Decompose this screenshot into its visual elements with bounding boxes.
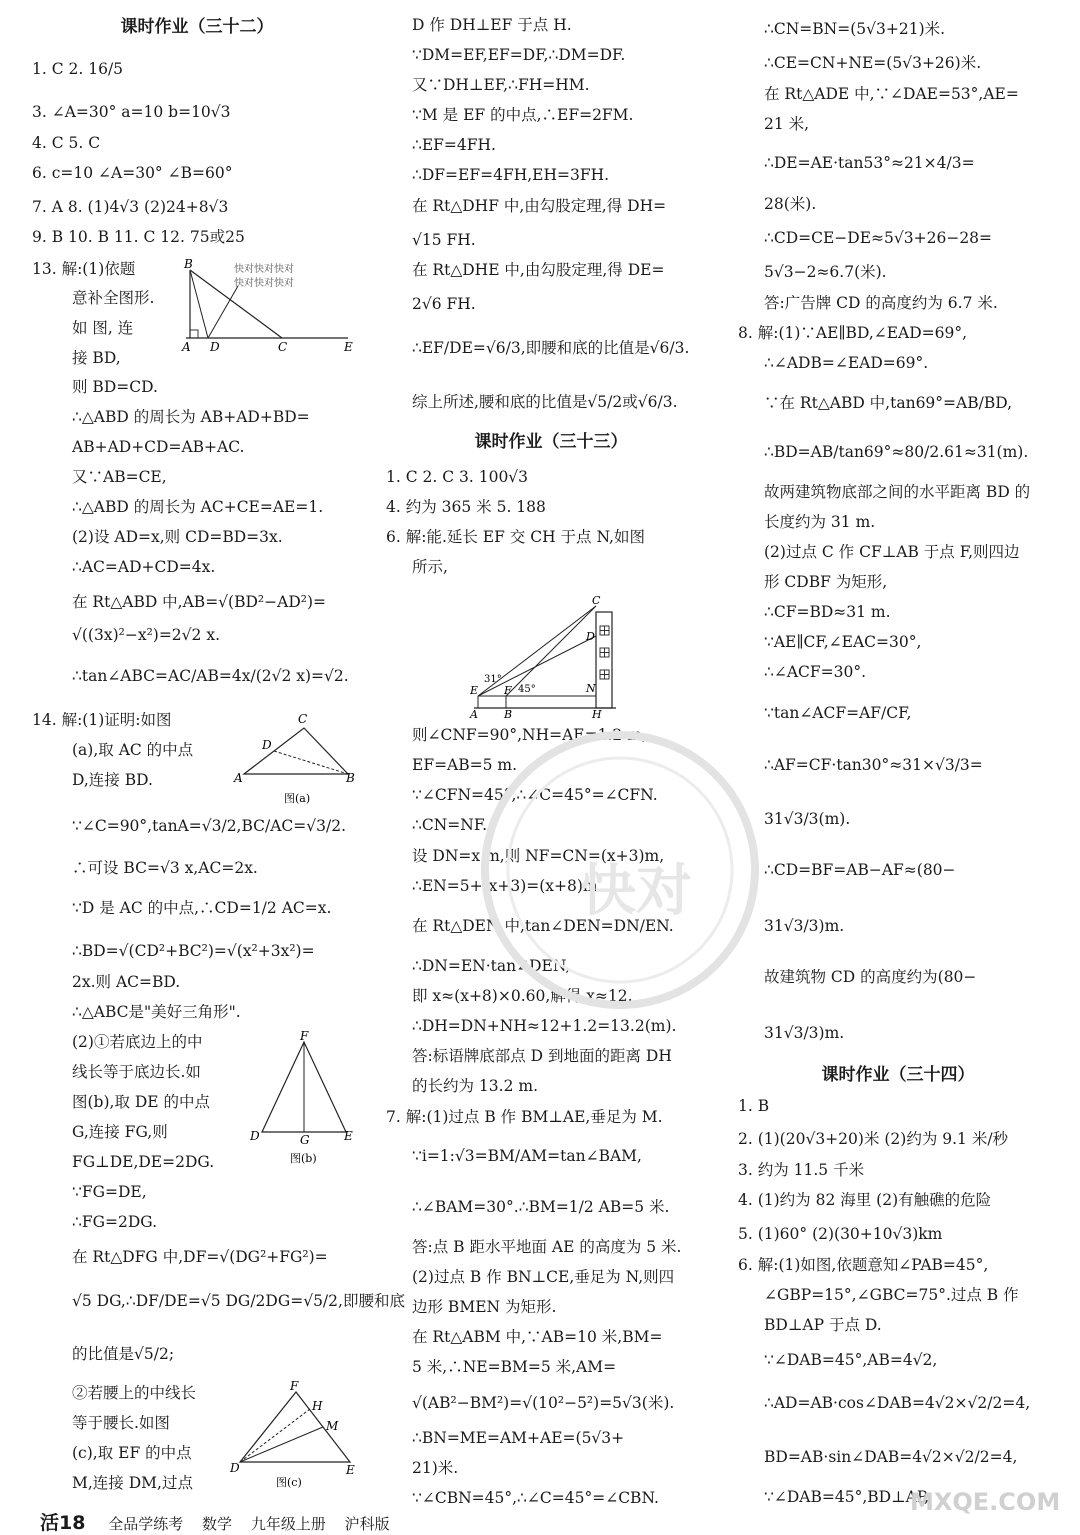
answer-line: (2)①若底边上的中: [72, 1033, 203, 1051]
answer-line: ∴EN=5+(x+3)=(x+8)m.: [412, 877, 603, 895]
answer-line: 在 Rt△DHE 中,由勾股定理,得 DE=: [412, 261, 665, 279]
answer-line: 接 BD,: [72, 349, 121, 367]
answer-line: ∴AF=CF·tan30°≈31×√3/3=: [764, 756, 983, 774]
answer-line: 1. C 2. C 3. 100√3: [386, 468, 529, 486]
answer-line: 故建筑物 CD 的高度约为(80−: [764, 968, 977, 986]
answer-line: 6. 解:能.延长 EF 交 CH 于点 N,如图: [386, 528, 645, 546]
answer-line: 的长约为 13.2 m.: [412, 1077, 538, 1095]
edition: 沪科版: [344, 1515, 390, 1533]
fig6-label: A: [470, 708, 478, 720]
answer-line: ∵D 是 AC 的中点,∴CD=1/2 AC=x.: [72, 899, 332, 917]
answer-line: AB+AD+CD=AB+AC.: [72, 438, 245, 456]
fig14a-label: C: [298, 712, 308, 726]
answer-line: (a),取 AC 的中点: [72, 741, 194, 759]
figure-6-building: [466, 592, 626, 720]
answer-line: 3. ∠A=30° a=10 b=10√3: [32, 103, 231, 121]
answer-line: 28(米).: [764, 195, 817, 213]
answer-line: 综上所述,腰和底的比值是√5/2或√6/3.: [412, 393, 678, 411]
answer-line: BD⊥AP 于点 D.: [764, 1316, 882, 1334]
answer-line: ∴CF=BD≈31 m.: [764, 603, 891, 621]
page-number: 活18: [40, 1512, 86, 1534]
fig6-label: F: [504, 684, 512, 697]
answer-line: ∴△ABD 的周长为 AB+AD+BD=: [72, 408, 310, 426]
section-title-34: 课时作业（三十四）: [821, 1065, 975, 1085]
answer-line: ∴BD=AB/tan69°≈80/2.61≈31(m).: [764, 443, 1029, 461]
answer-line: ∵tan∠ACF=AF/CF,: [764, 704, 912, 722]
answer-line: 13. 解:(1)依题: [32, 260, 136, 278]
answer-line: ∴∠BAM=30°.∴BM=1/2 AB=5 米.: [412, 1198, 670, 1216]
answer-line: 31√3/3)m.: [764, 1024, 845, 1042]
fig14b-label: F: [300, 1030, 309, 1043]
fig13-label: E: [344, 340, 353, 354]
answer-line: (c),取 EF 的中点: [72, 1444, 192, 1462]
answer-line: 线长等于底边长.如: [72, 1063, 201, 1081]
fig14b-label: G: [300, 1133, 310, 1147]
answer-line: 答:广告牌 CD 的高度约为 6.7 米.: [764, 294, 998, 312]
answer-line: 7. 解:(1)过点 B 作 BM⊥AE,垂足为 M.: [386, 1108, 663, 1126]
answer-line: 边形 BMEN 为矩形.: [412, 1298, 557, 1316]
answer-line: 6. c=10 ∠A=30° ∠B=60°: [32, 164, 233, 182]
answer-line: ∴FG=2DG.: [72, 1213, 158, 1231]
answer-line: 4. 约为 365 米 5. 188: [386, 498, 546, 516]
answer-line: ∵DM=EF,EF=DF,∴DM=DF.: [412, 46, 626, 64]
fig6-label: H: [592, 708, 602, 720]
fig14c-caption: 图(c): [276, 1476, 302, 1489]
answer-line: ∴AC=AD+CD=4x.: [72, 558, 216, 576]
answer-line: 图(b),取 DE 的中点: [72, 1093, 211, 1111]
answer-line: D,连接 BD.: [72, 771, 153, 789]
answer-line: ∴∠ACF=30°.: [764, 663, 867, 681]
answer-line: ∵∠CBN=45°,∴∠C=45°=∠CBN.: [412, 1489, 659, 1507]
answer-line: ∴DN=EN·tan∠DEN,: [412, 957, 571, 975]
answer-line: 在 Rt△ABM 中,∵AB=10 米,BM=: [412, 1328, 663, 1346]
fig13-label: A: [182, 340, 191, 354]
answer-line: 故两建筑物底部之间的水平距离 BD 的: [764, 483, 1031, 501]
answer-line: 9. B 10. B 11. C 12. 75或25: [32, 228, 245, 246]
figure-14b: [246, 1030, 362, 1168]
fig6-label: D: [586, 630, 595, 643]
answer-line: 答:标语牌底部点 D 到地面的距离 DH: [412, 1047, 672, 1065]
fig13-label: D: [210, 340, 220, 354]
answer-line: 14. 解:(1)证明:如图: [32, 711, 172, 729]
subject: 数学: [202, 1515, 233, 1533]
fig14c-label: H: [312, 1399, 323, 1413]
answer-line: 在 Rt△DFG 中,DF=√(DG²+FG²)=: [72, 1248, 328, 1266]
answer-line: 5 米,∴NE=BM=5 米,AM=: [412, 1358, 617, 1376]
answer-line: G,连接 FG,则: [72, 1123, 168, 1141]
answer-line: 在 Rt△ADE 中,∵∠DAE=53°,AE=: [764, 85, 1019, 103]
answer-line: 又∵DH⊥EF,∴FH=HM.: [412, 76, 590, 94]
answer-line: ∴BN=ME=AM+AE=(5√3+: [412, 1429, 625, 1447]
answer-line: ∴△ABC是"美好三角形".: [72, 1003, 241, 1021]
answer-line: 31√3/3(m).: [764, 810, 851, 828]
fig13-stamp: 快对快对快对: [234, 264, 294, 275]
answer-line: 在 Rt△DEN 中,tan∠DEN=DN/EN.: [412, 917, 674, 935]
fig14a-caption: 图(a): [284, 792, 311, 805]
answer-line: ∴可设 BC=√3 x,AC=2x.: [72, 859, 258, 877]
answer-line: 设 DN=x m,则 NF=CN=(x+3)m,: [412, 847, 665, 865]
answer-line: ∴CD=CE−DE≈5√3+26−28=: [764, 229, 993, 247]
answer-line: 5√3−2≈6.7(米).: [764, 263, 887, 281]
figure-14c: [226, 1380, 362, 1492]
section-title-32: 课时作业（三十二）: [120, 17, 274, 37]
answer-line: ∴DH=DN+NH≈12+1.2=13.2(m).: [412, 1017, 677, 1035]
answer-line: 在 Rt△DHF 中,由勾股定理,得 DH=: [412, 197, 667, 215]
answer-line: 等于腰长.如图: [72, 1414, 170, 1432]
fig14c-label: E: [346, 1463, 355, 1477]
answer-line: 的比值是√5/2;: [72, 1345, 175, 1363]
answer-line: 又∵AB=CE,: [72, 468, 167, 486]
answer-line: 形 CDBF 为矩形,: [764, 573, 888, 591]
grade: 九年级上册: [250, 1515, 326, 1533]
fig6-label: B: [504, 708, 513, 720]
answer-line: ∵i=1:√3=BM/AM=tan∠BAM,: [412, 1147, 642, 1165]
answer-line: ∴DF=EF=4FH,EH=3FH.: [412, 166, 610, 184]
answer-line: √5 DG,∴DF/DE=√5 DG/2DG=√5/2,即腰和底: [72, 1292, 405, 1310]
answer-line: ∴CD=BF=AB−AF≈(80−: [764, 861, 956, 879]
answer-line: √(AB²−BM²)=√(10²−5²)=5√3(米).: [412, 1394, 675, 1412]
answer-line: FG⊥DE,DE=2DG.: [72, 1153, 215, 1171]
fig14a-label: A: [234, 771, 243, 785]
fig14b-label: E: [344, 1129, 353, 1143]
answer-line: ∵∠DAB=45°,BD⊥AP,: [764, 1488, 930, 1506]
watermark-site-text: MXQE.COM: [910, 1488, 1061, 1516]
answer-line: ∴∠ADB=∠EAD=69°.: [764, 354, 929, 372]
answer-line: ∵AE∥CF,∠EAC=30°,: [764, 633, 922, 651]
fig14c-label: D: [230, 1461, 240, 1475]
answer-line: 意补全图形.: [72, 289, 155, 307]
answer-line: (2)设 AD=x,则 CD=BD=3x.: [72, 528, 283, 546]
answer-line: BD=AB·sin∠DAB=4√2×√2/2=4,: [764, 1448, 1018, 1466]
answer-line: 3. 约为 11.5 千米: [738, 1161, 865, 1179]
fig14b-caption: 图(b): [290, 1152, 317, 1165]
page-footer: [40, 1508, 404, 1535]
answer-line: 4. (1)约为 82 海里 (2)有触礁的危险: [738, 1191, 992, 1209]
answer-line: EF=AB=5 m.: [412, 756, 518, 774]
figure-14a: [232, 712, 362, 808]
answer-line: √15 FH.: [412, 231, 476, 249]
answer-line: 8. 解:(1)∵AE∥BD,∠EAD=69°,: [738, 324, 968, 342]
fig6-label: C: [592, 594, 601, 607]
answer-line: ∴CN=BN=(5√3+21)米.: [764, 20, 946, 38]
answer-line: ∴BD=√(CD²+BC²)=√(x²+3x²)=: [72, 942, 315, 960]
answer-line: ∵M 是 EF 的中点,∴EF=2FM.: [412, 106, 634, 124]
watermark-text: 快对: [580, 859, 692, 924]
fig14c-label: F: [290, 1380, 299, 1393]
answer-line: ∵FG=DE,: [72, 1183, 147, 1201]
fig6-angle-label: 31°: [484, 674, 502, 685]
fig6-label: N: [586, 682, 596, 695]
answer-line: √((3x)²−x²)=2√2 x.: [72, 626, 221, 644]
answer-line: 答:点 B 距水平地面 AE 的高度为 5 米.: [412, 1238, 682, 1256]
fig13-stamp: 快对快对快对: [234, 278, 294, 289]
answer-line: 则 BD=CD.: [72, 378, 158, 396]
answer-line: (2)过点 C 作 CF⊥AB 于点 F,则四边: [764, 543, 1020, 561]
answer-line: ∴△ABD 的周长为 AC+CE=AE=1.: [72, 498, 324, 516]
answer-line: ∵∠C=90°,tanA=√3/2,BC/AC=√3/2.: [72, 817, 347, 835]
answer-line: ∵∠CFN=45°,∴∠C=45°=∠CFN.: [412, 786, 658, 804]
answer-line: ∵∠DAB=45°,AB=4√2,: [764, 1351, 938, 1369]
figure-13: [176, 256, 362, 354]
answer-line: 7. A 8. (1)4√3 (2)24+8√3: [32, 198, 229, 216]
answer-line: 6. 解:(1)如图,依题意知∠PAB=45°,: [738, 1256, 989, 1274]
answer-line: 所示,: [412, 558, 448, 576]
fig14b-label: D: [250, 1129, 260, 1143]
fig6-angle-label: 45°: [518, 684, 536, 695]
answer-line: 1. C 2. 16/5: [32, 60, 124, 78]
answer-line: M,连接 DM,过点: [72, 1474, 193, 1492]
answer-line: 则∠CNF=90°,NH=AE=1.2 m,: [412, 726, 647, 744]
fig14a-label: D: [262, 738, 272, 752]
answer-line: ∵在 Rt△ABD 中,tan69°=AB/BD,: [764, 394, 1013, 412]
answer-line: 4. C 5. C: [32, 134, 101, 152]
answer-line: 长度约为 31 m.: [764, 513, 876, 531]
answer-line: ②若腰上的中线长: [72, 1384, 197, 1402]
answer-line: 1. B: [738, 1097, 770, 1115]
answer-line: 如 图, 连: [72, 319, 134, 337]
answer-line: ∴CE=CN+NE=(5√3+26)米.: [764, 54, 982, 72]
section-title-33: 课时作业（三十三）: [474, 432, 628, 452]
answer-line: D 作 DH⊥EF 于点 H.: [412, 16, 572, 34]
answer-line: ∴DE=AE·tan53°≈21×4/3=: [764, 154, 975, 172]
fig14c-label: M: [326, 1419, 339, 1433]
answer-line: ∴EF=4FH.: [412, 136, 496, 154]
answer-line: 31√3/3)m.: [764, 917, 845, 935]
answer-line: 21 米,: [764, 115, 810, 133]
fig6-label: E: [470, 684, 479, 697]
answer-line: 即 x≈(x+8)×0.60,解得 x≈12.: [412, 987, 633, 1005]
answer-line: 在 Rt△ABD 中,AB=√(BD²−AD²)=: [72, 593, 326, 611]
book-title: 全品学练考: [108, 1515, 184, 1533]
fig13-label: C: [278, 340, 288, 354]
fig14a-label: B: [346, 771, 355, 785]
answer-line: ∴EF/DE=√6/3,即腰和底的比值是√6/3.: [412, 339, 690, 357]
answer-line: (2)过点 B 作 BN⊥CE,垂足为 N,则四: [412, 1268, 675, 1286]
answer-line: ∴CN=NF.: [412, 816, 488, 834]
answer-line: ∴AD=AB·cos∠DAB=4√2×√2/2=4,: [764, 1394, 1031, 1412]
fig13-label: B: [184, 257, 193, 271]
answer-line: 2√6 FH.: [412, 295, 476, 313]
watermark-site: [890, 1440, 1070, 1524]
answer-line: 5. (1)60° (2)(30+10√3)km: [738, 1225, 943, 1243]
answer-line: 2. (1)(20√3+20)米 (2)约为 9.1 米/秒: [738, 1130, 1009, 1148]
answer-line: 21)米.: [412, 1459, 459, 1477]
answer-line: 2x.则 AC=BD.: [72, 973, 181, 991]
answer-line: ∠GBP=15°,∠GBC=75°.过点 B 作: [764, 1286, 1019, 1304]
watermark-stamp: [470, 720, 770, 1024]
answer-line: ∴tan∠ABC=AC/AB=4x/(2√2 x)=√2.: [72, 667, 349, 685]
